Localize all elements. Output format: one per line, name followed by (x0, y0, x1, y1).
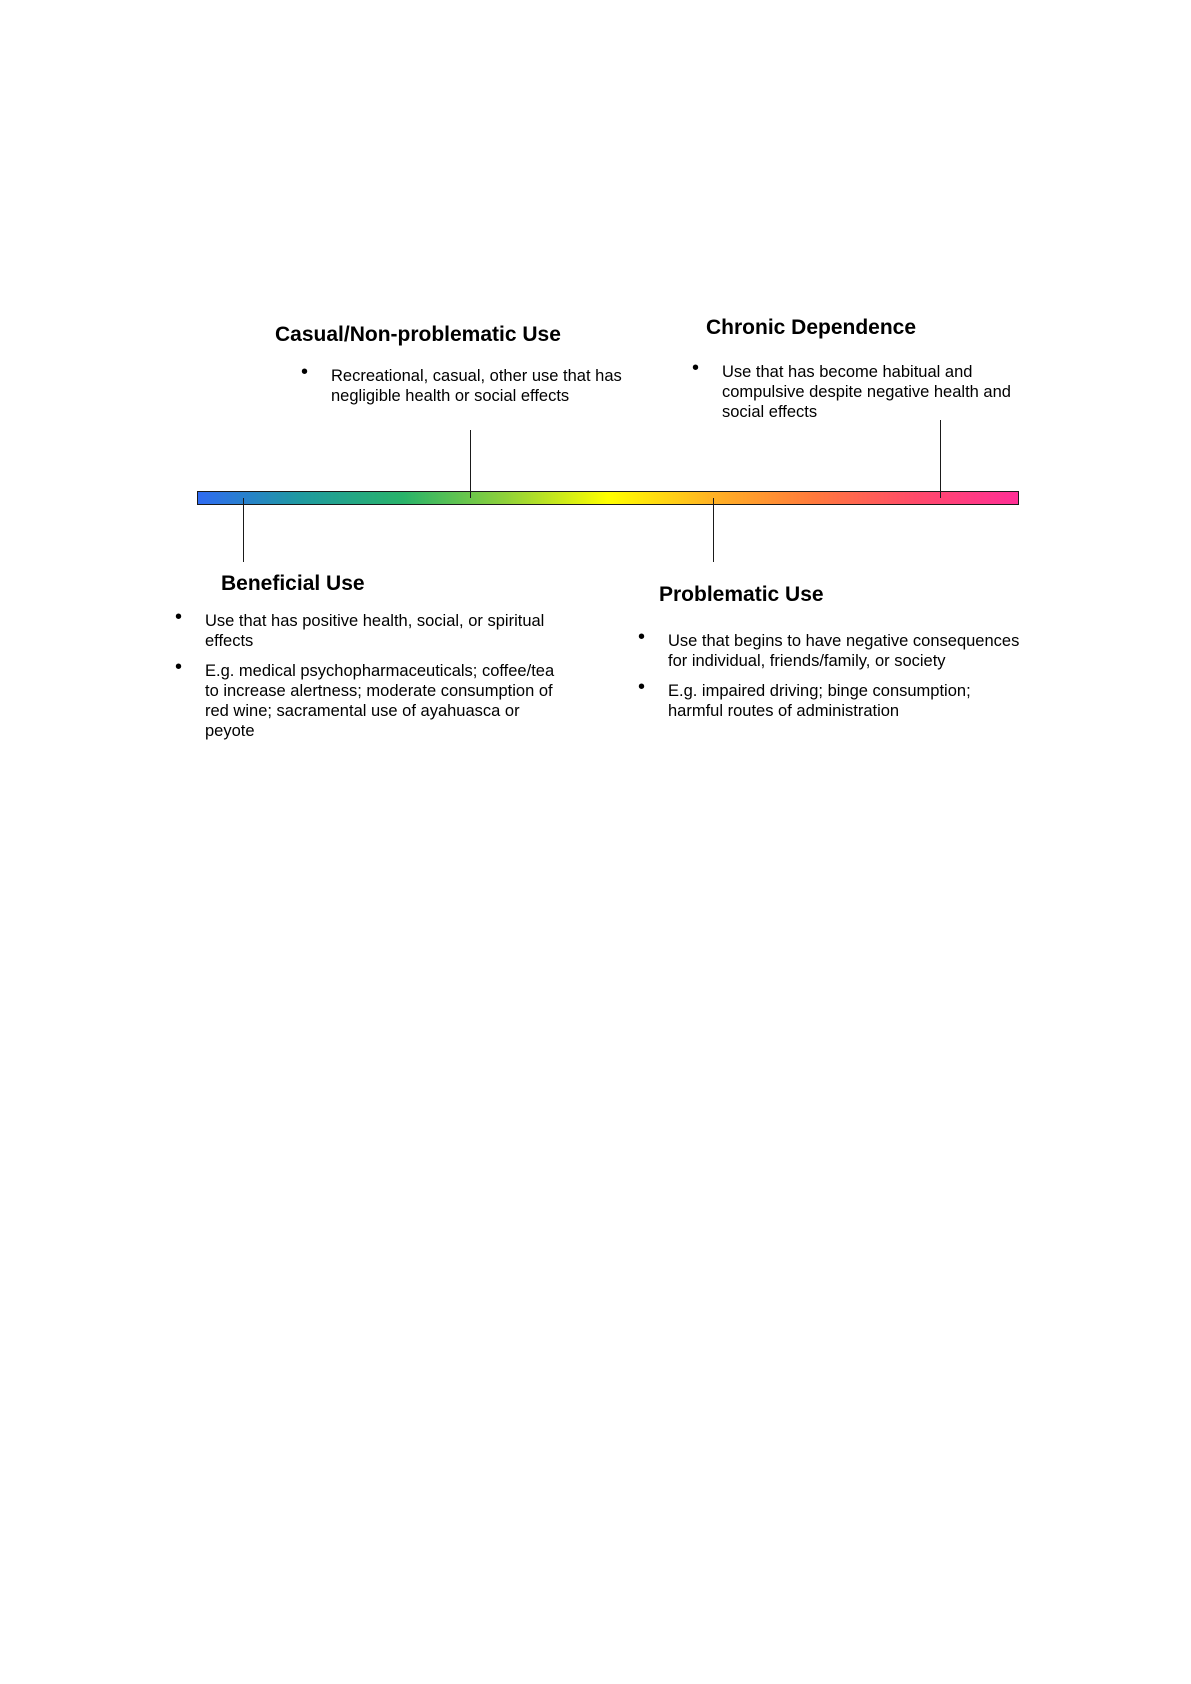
bullet-text: Recreational, casual, other use that has negligible health or social effects (331, 367, 622, 405)
list-item (175, 606, 555, 651)
bullet-text: E.g. impaired driving; binge consumption; harmful routes of administration (668, 682, 971, 720)
bullet-icon: • (638, 676, 646, 698)
bullet-text: Use that has become habitual and compulsive despite negative health and social effects (722, 363, 1011, 421)
beneficial-use-section (175, 571, 555, 740)
list-item (638, 676, 1028, 721)
problematic-use-title: Problematic Use (659, 583, 824, 606)
beneficial-use-connector-line (243, 498, 244, 562)
chronic-dependence-bullets (692, 357, 1052, 422)
casual-use-bullets (301, 361, 641, 406)
list-item (692, 357, 1052, 422)
spectrum-gradient-bar (197, 491, 1019, 505)
chronic-dependence-section (692, 315, 1011, 421)
casual-use-section (275, 322, 622, 405)
casual-use-connector-line (470, 430, 471, 498)
beneficial-use-title: Beneficial Use (221, 572, 365, 595)
list-item (638, 626, 1028, 671)
problematic-use-section (638, 582, 1020, 720)
casual-use-title: Casual/Non-problematic Use (275, 323, 561, 346)
list-item (301, 361, 641, 406)
chronic-dependence-connector-line (940, 420, 941, 498)
bullet-text: Use that has positive health, social, or spiritual effects (205, 612, 545, 650)
problematic-use-connector-line (713, 498, 714, 562)
bullet-icon: • (692, 357, 700, 379)
bullet-text: Use that begins to have negative consequences for individual, friends/family, or society (668, 632, 1020, 670)
bullet-icon: • (638, 626, 646, 648)
bullet-icon: • (175, 656, 183, 678)
bullet-icon: • (301, 361, 309, 383)
chronic-dependence-title: Chronic Dependence (706, 316, 917, 339)
beneficial-use-bullets (175, 606, 555, 741)
list-item (175, 656, 555, 741)
problematic-use-bullets (638, 626, 1028, 721)
bullet-icon: • (175, 606, 183, 628)
bullet-text: E.g. medical psychopharmaceuticals; coffee/tea to increase alertness; moderate consumption of red wine; sacramental use of ayahuasca or peyote (205, 662, 555, 740)
